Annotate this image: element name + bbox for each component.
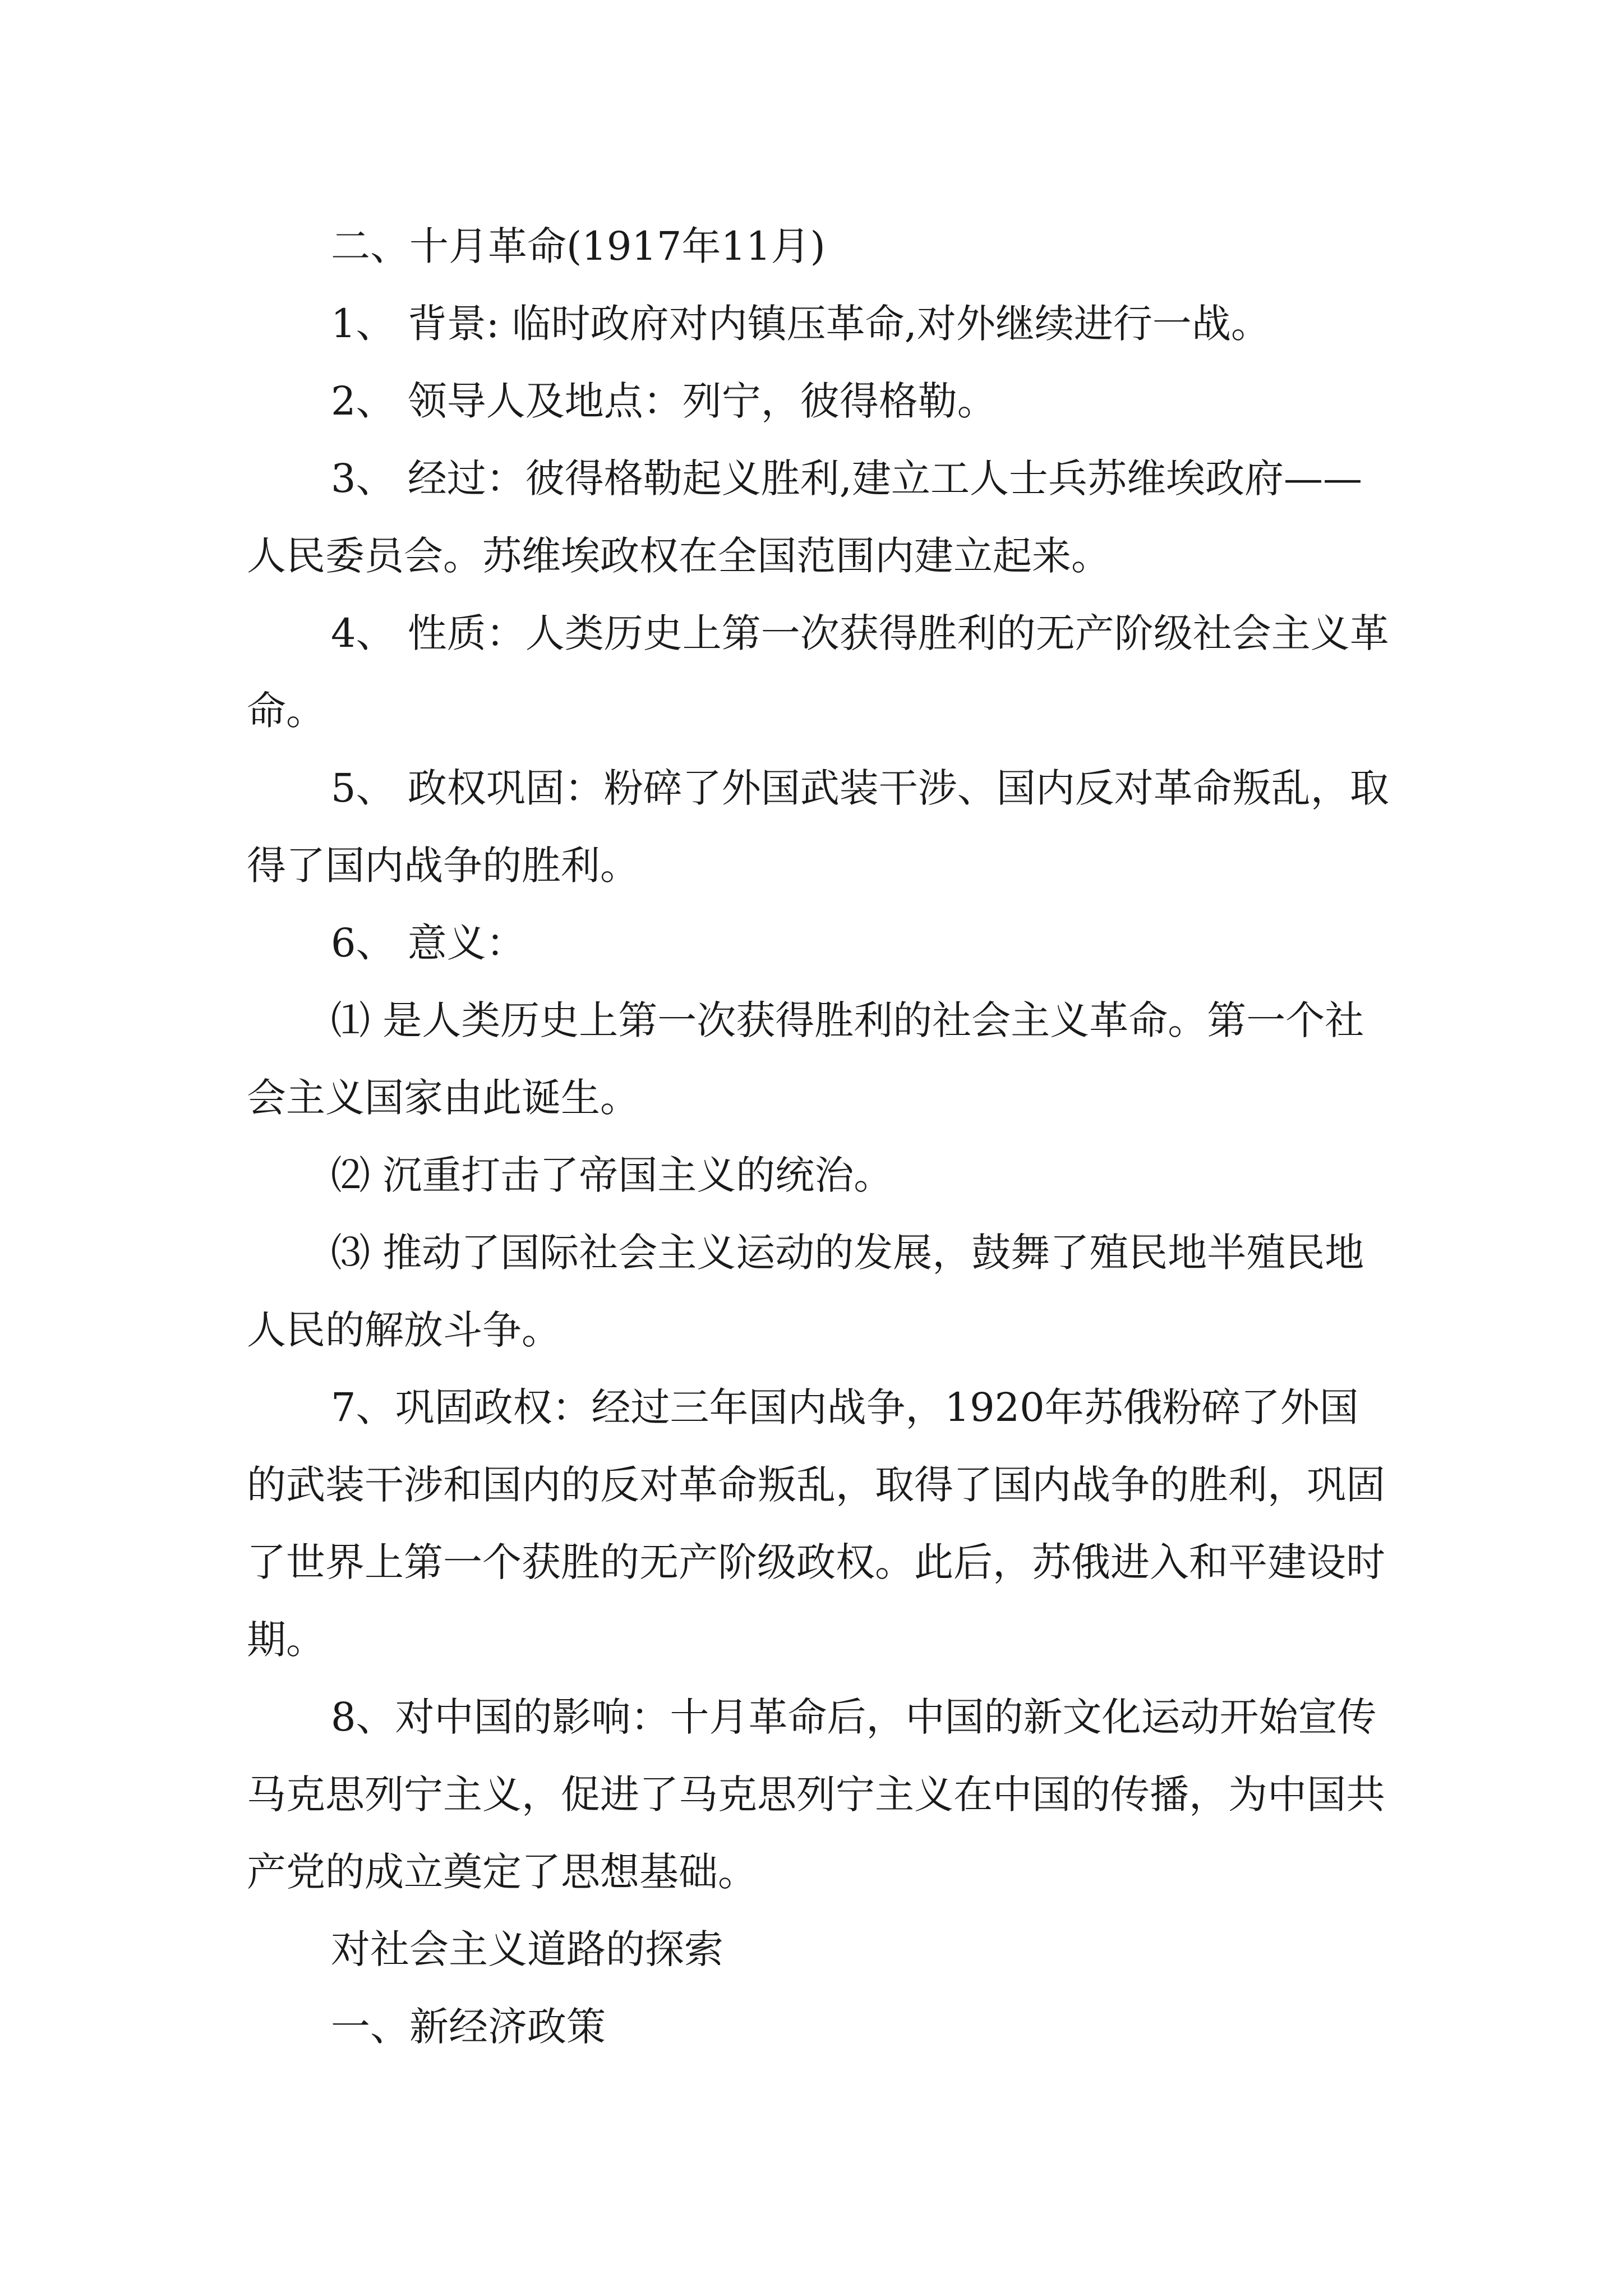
document-body: [247, 208, 1391, 2065]
paragraph-nature: 4、 性质：人类历史上第一次获得胜利的无产阶级社会主义革命。: [247, 610, 1389, 734]
paragraph-significance-2: ⑵ 沉重打击了帝国主义的统治。: [331, 1152, 893, 1198]
paragraph-significance-3: ⑶ 推动了国际社会主义运动的发展，鼓舞了殖民地半殖民地人民的解放斗争。: [247, 1230, 1364, 1353]
section-heading-socialist-path: 对社会主义道路的探索: [331, 1926, 723, 1972]
paragraph-consolidation: 5、 政权巩固：粉碎了外国武装干涉、国内反对革命叛乱，取得了国内战争的胜利。: [247, 765, 1389, 889]
paragraph-process: 3、 经过：彼得格勒起义胜利,建立工人士兵苏维埃政府——人民委员会。苏维埃政权在全国范围内建立起来。: [247, 455, 1363, 579]
paragraph-consolidate-power: 7、巩固政权：经过三年国内战争，1920年苏俄粉碎了外国的武装干涉和国内的反对革命叛乱，取得了国内战争的胜利，巩固了世界上第一个获胜的无产阶级政权。此后，苏俄进入和平建设时期。: [247, 1384, 1385, 1663]
paragraph-significance-heading: 6、 意义：: [331, 920, 525, 966]
paragraph-significance-1: ⑴ 是人类历史上第一次获得胜利的社会主义革命。第一个社会主义国家由此诞生。: [247, 997, 1364, 1121]
paragraph-background: 1、 背景: 临时政府对内镇压革命,对外继续进行一战。: [331, 301, 1270, 347]
section-heading-new-economic-policy: 一、新经济政策: [331, 2004, 606, 2050]
section-heading-october-revolution: 二、十月革命(1917年11月): [331, 223, 826, 269]
paragraph-leader-location: 2、 领导人及地点：列宁，彼得格勒。: [331, 378, 997, 424]
paragraph-impact-on-china: 8、对中国的影响：十月革命后，中国的新文化运动开始宣传马克思列宁主义，促进了马克思列宁主义在中国的传播，为中国共产党的成立奠定了思想基础。: [247, 1694, 1385, 1895]
